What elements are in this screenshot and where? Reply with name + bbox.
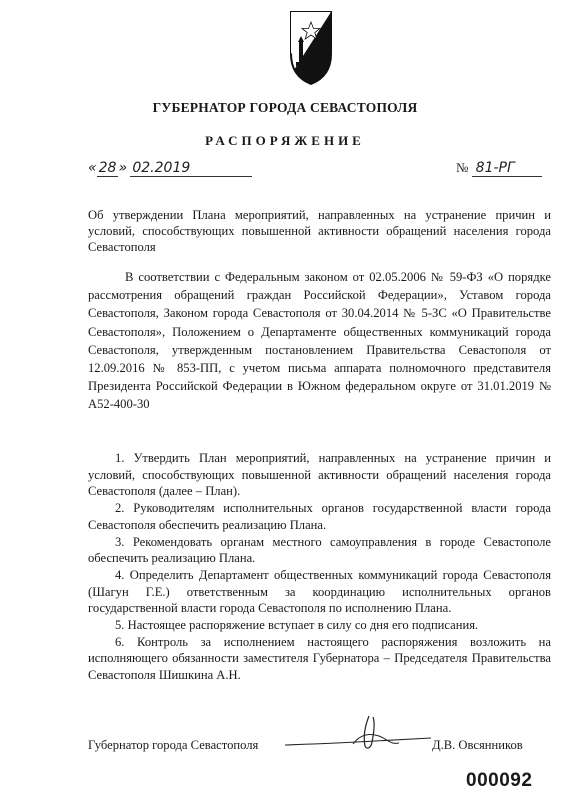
issuing-authority: ГУБЕРНАТОР ГОРОДА СЕВАСТОПОЛЯ: [152, 100, 418, 115]
document-type-title: РАСПОРЯЖЕНИЕ: [205, 133, 365, 148]
signatory-position: Губернатор города Севастополя: [88, 738, 259, 752]
signatory-name: Д.В. Овсянников: [432, 738, 523, 752]
document-subject: Об утверждении Плана мероприятий, направленных на устранение причин и условий, способствующих повышенной активности обращений населения города Севастополя: [88, 208, 551, 254]
order-items: [88, 450, 551, 684]
document-date: [88, 160, 252, 177]
order-item: 4. Определить Департамент общественных коммуникаций города Севастополя (Шагун Г.Е.) ответственным за координацию исполнительных органов государственной власти города Севастополя по исполнению Плана.: [88, 567, 551, 616]
date-close-quote: »: [118, 160, 128, 176]
sevastopol-coat-of-arms-icon: [288, 8, 334, 86]
number-sign: №: [456, 160, 469, 175]
date-month-year: 02.2019: [130, 160, 252, 177]
preamble-paragraph: В соответствии с Федеральным законом от 02.05.2006 № 59-ФЗ «О порядке рассмотрения обращений граждан Российской Федерации», Уставом города Севастополя, Законом города Севастополя от 30.04.2014 № 5-ЗС «О Правительстве Севастополя», Положением о Департаменте общественных коммуникаций города Севастополя, утвержденным постановлением Правительства Севастополя от 12.09.2016 № 853-ПП, с учетом письма аппарата полномочного представителя Президента Российской Федерации в Южном федеральном округе от 31.01.2019 № А52-400-30: [88, 270, 551, 412]
handwritten-signature-icon: [283, 714, 433, 754]
order-item: 5. Настоящее распоряжение вступает в силу со дня его подписания.: [115, 618, 479, 633]
order-item: 3. Рекомендовать органам местного самоуправления в городе Севастополе обеспечить реализацию Плана.: [88, 534, 551, 566]
order-item: 6. Контроль за исполнением настоящего распоряжения возложить на исполняющего обязанности заместителя Губернатора – Председателя Правительства Севастополя Шишкина А.Н.: [88, 634, 551, 683]
serial-number: 000092: [466, 770, 533, 791]
order-item: 1. Утвердить План мероприятий, направленных на устранение причин и условий, способствующих повышенной активности обращений населения города Севастополя (далее – План).: [88, 451, 551, 499]
date-open-quote: «: [88, 160, 97, 176]
number-value: 81-РГ: [472, 160, 542, 177]
order-item: 2. Руководителям исполнительных органов государственной власти города Севастополя обеспечить реализацию Плана.: [88, 501, 551, 532]
document-number: [456, 160, 542, 177]
date-day: 28: [98, 160, 117, 176]
